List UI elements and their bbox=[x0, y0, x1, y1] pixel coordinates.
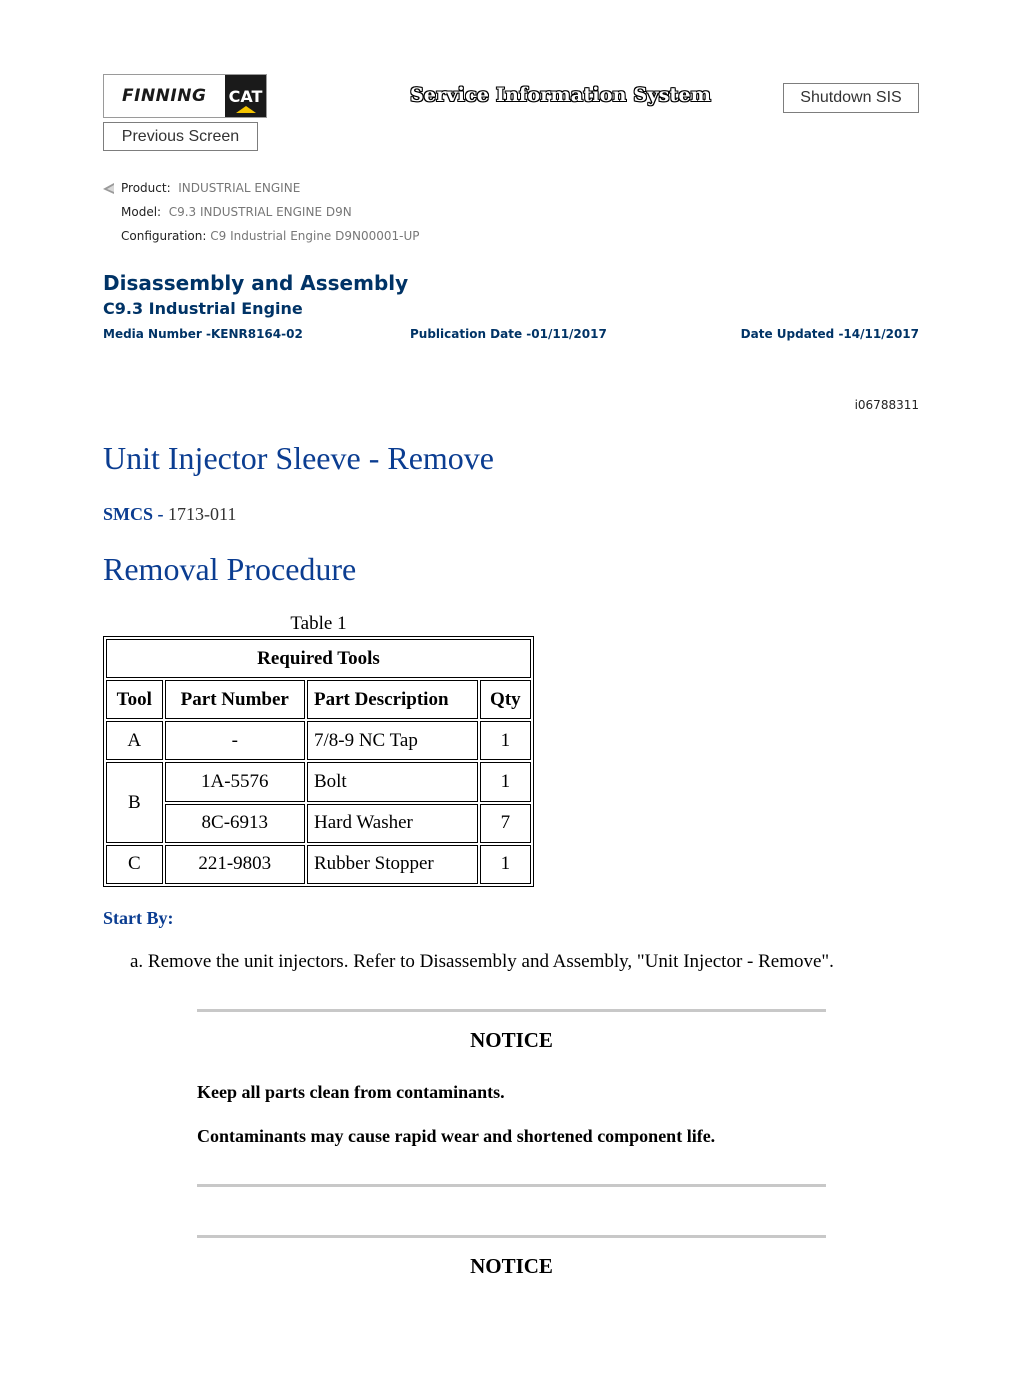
product-label: Product: bbox=[121, 181, 171, 195]
description-cell: 7/8-9 NC Tap bbox=[307, 721, 478, 760]
qty-cell: 7 bbox=[480, 804, 531, 843]
document-id: i06788311 bbox=[854, 398, 919, 412]
description-cell: Bolt bbox=[307, 762, 478, 801]
tool-cell: C bbox=[106, 845, 163, 884]
notice-text: Contaminants may cause rapid wear and shortened component life. bbox=[197, 1126, 716, 1146]
media-number: Media Number -KENR8164-02 bbox=[103, 327, 303, 341]
notice-text: Keep all parts clean from contaminants. bbox=[197, 1082, 505, 1102]
cat-logo-icon bbox=[225, 75, 266, 117]
date-updated: Date Updated -14/11/2017 bbox=[740, 327, 919, 341]
configuration-line bbox=[121, 229, 420, 243]
document-type: Disassembly and Assembly bbox=[103, 271, 409, 295]
table-row bbox=[106, 721, 531, 760]
product-value: INDUSTRIAL ENGINE bbox=[178, 181, 301, 195]
configuration-label: Configuration: bbox=[121, 229, 207, 243]
column-header-qty: Qty bbox=[480, 680, 531, 719]
product-line bbox=[121, 181, 300, 195]
notice-heading: NOTICE bbox=[470, 1028, 553, 1052]
qty-cell: 1 bbox=[480, 762, 531, 801]
finning-cat-logo bbox=[103, 74, 267, 118]
shutdown-sis-button[interactable]: Shutdown SIS bbox=[783, 83, 919, 113]
table-row bbox=[106, 762, 531, 801]
previous-screen-button[interactable]: Previous Screen bbox=[103, 122, 258, 151]
document-subtitle: C9.3 Industrial Engine bbox=[103, 299, 303, 318]
start-by-heading: Start By: bbox=[103, 908, 174, 928]
publication-date: Publication Date -01/11/2017 bbox=[410, 327, 607, 341]
qty-cell: 1 bbox=[480, 721, 531, 760]
table-row bbox=[106, 845, 531, 884]
product-arrow-icon bbox=[102, 182, 115, 195]
model-line bbox=[121, 205, 352, 219]
smcs-label: SMCS - bbox=[103, 504, 164, 524]
smcs-value: 1713-011 bbox=[168, 504, 237, 524]
part-number-cell: 1A-5576 bbox=[165, 762, 305, 801]
part-number-cell: - bbox=[165, 721, 305, 760]
notice-divider bbox=[197, 1235, 826, 1238]
qty-cell: 1 bbox=[480, 845, 531, 884]
notice-divider bbox=[197, 1009, 826, 1012]
required-tools-table bbox=[103, 636, 534, 887]
column-header-part-number: Part Number bbox=[165, 680, 305, 719]
table-heading: Required Tools bbox=[106, 639, 531, 678]
table-row bbox=[106, 804, 531, 843]
tool-cell: A bbox=[106, 721, 163, 760]
tool-cell: B bbox=[106, 762, 163, 842]
cat-logo-text: CAT bbox=[228, 86, 263, 106]
finning-logo-text: FINNING bbox=[122, 86, 207, 106]
notice-divider bbox=[197, 1184, 826, 1187]
part-number-cell: 221-9803 bbox=[165, 845, 305, 884]
start-by-step-a: a. Remove the unit injectors. Refer to Disassembly and Assembly, "Unit Injector - Remove". bbox=[130, 951, 834, 972]
model-value: C9.3 INDUSTRIAL ENGINE D9N bbox=[168, 205, 352, 219]
section-title: Removal Procedure bbox=[103, 551, 357, 587]
model-label: Model: bbox=[121, 205, 162, 219]
smcs-line bbox=[103, 504, 236, 525]
table-heading-row bbox=[106, 639, 531, 678]
part-number-cell: 8C-6913 bbox=[165, 804, 305, 843]
configuration-value: C9 Industrial Engine D9N00001-UP bbox=[210, 229, 420, 243]
notice-heading: NOTICE bbox=[470, 1254, 553, 1278]
column-header-part-description: Part Description bbox=[307, 680, 478, 719]
table-header-row bbox=[106, 680, 531, 719]
page-title: Unit Injector Sleeve - Remove bbox=[103, 440, 494, 476]
description-cell: Rubber Stopper bbox=[307, 845, 478, 884]
system-title: Service Information System bbox=[410, 84, 712, 106]
table-caption: Table 1 bbox=[290, 613, 347, 634]
description-cell: Hard Washer bbox=[307, 804, 478, 843]
column-header-tool: Tool bbox=[106, 680, 163, 719]
